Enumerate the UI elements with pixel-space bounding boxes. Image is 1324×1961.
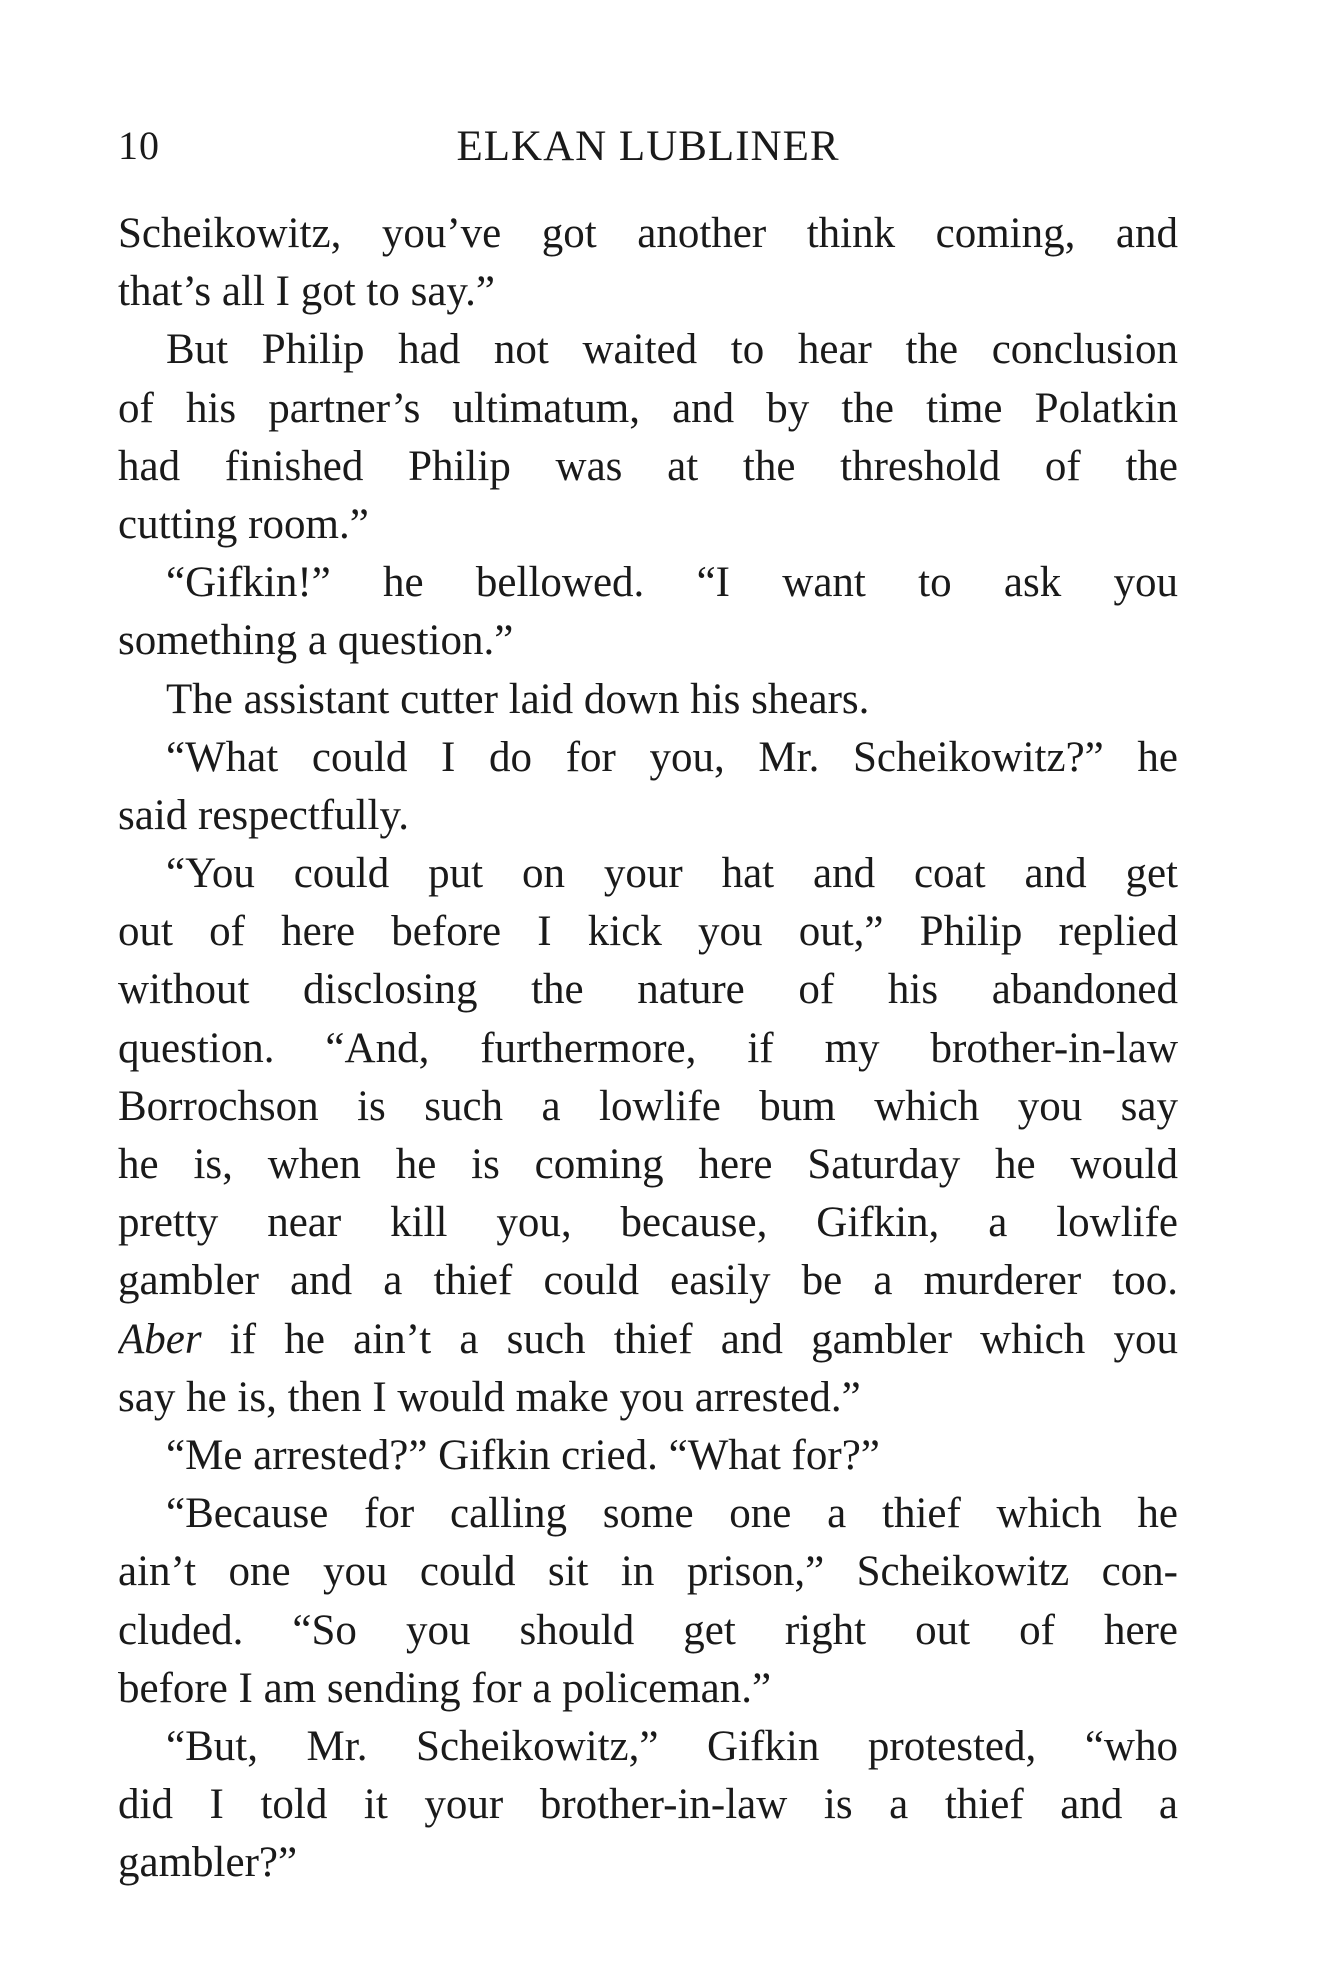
line-text: “Me arrested?” Gifkin cried. “What for?” — [166, 1431, 880, 1479]
text-line — [118, 1252, 1178, 1310]
text-line — [118, 1078, 1178, 1136]
line-text: without disclosing the nature of his abandoned — [118, 966, 1178, 1014]
text-line — [118, 1485, 1178, 1543]
text-line — [118, 1834, 1178, 1892]
line-text: cluded. “So you should get right out of here — [118, 1606, 1178, 1654]
text-line — [118, 903, 1178, 961]
text-line — [118, 380, 1178, 438]
line-text: “Gifkin!” he bellowed. “I want to ask you — [166, 559, 1178, 607]
text-line — [118, 961, 1178, 1019]
line-text: gambler?” — [118, 1839, 298, 1887]
line-text: question. “And, furthermore, if my brother-in-law — [118, 1024, 1178, 1072]
line-text: something a question.” — [118, 617, 514, 665]
line-text: that’s all I got to say.” — [118, 268, 495, 316]
line-text: gambler and a thief could easily be a murderer too. — [118, 1257, 1178, 1305]
line-text: say he is, then I would make you arrested.” — [118, 1373, 861, 1421]
running-head — [118, 122, 1178, 182]
line-text: “But, Mr. Scheikowitz,” Gifkin protested, “who — [166, 1722, 1178, 1770]
text-line — [118, 1369, 1178, 1427]
text-line — [118, 263, 1178, 321]
line-text: pretty near kill you, because, Gifkin, a lowlife — [118, 1199, 1178, 1247]
line-text: The assistant cutter laid down his shears. — [166, 675, 870, 723]
text-line — [118, 612, 1178, 670]
text-line — [118, 1020, 1178, 1078]
text-line — [118, 1718, 1178, 1776]
text-line — [118, 1776, 1178, 1834]
line-text: had finished Philip was at the threshold of the — [118, 442, 1178, 490]
text-line — [118, 729, 1178, 787]
running-title: ELKAN LUBLINER — [456, 123, 840, 170]
text-line — [118, 671, 1178, 729]
text-line — [118, 1136, 1178, 1194]
line-text: of his partner’s ultimatum, and by the time Polatkin — [118, 384, 1178, 432]
page-number: 10 — [118, 123, 160, 168]
text-line — [118, 1194, 1178, 1252]
text-line — [118, 496, 1178, 554]
text-line — [118, 321, 1178, 379]
line-text: he is, when he is coming here Saturday he would — [118, 1141, 1178, 1188]
line-text: cutting room.” — [118, 500, 369, 548]
line-text: Scheikowitz, you’ve got another think coming, and — [118, 210, 1178, 257]
line-text: ain’t one you could sit in prison,” Scheikowitz con- — [118, 1548, 1178, 1596]
text-line — [118, 845, 1178, 903]
text-line — [118, 1311, 1178, 1369]
text-line — [118, 205, 1178, 263]
line-text: But Philip had not waited to hear the conclusion — [166, 326, 1178, 374]
line-text: did I told it your brother-in-law is a thief and a — [118, 1781, 1178, 1829]
body-text — [118, 205, 1178, 1892]
italic-word: Aber — [118, 1315, 202, 1363]
text-line — [118, 1427, 1178, 1485]
line-text: “Because for calling some one a thief which he — [166, 1490, 1178, 1538]
line-text: “What could I do for you, Mr. Scheikowitz?” he — [166, 733, 1178, 781]
line-text: if he ain’t a such thief and gambler which you — [201, 1315, 1178, 1363]
line-text: “You could put on your hat and coat and get — [166, 850, 1178, 898]
text-line — [118, 787, 1178, 845]
line-text: before I am sending for a policeman.” — [118, 1664, 772, 1712]
text-line — [118, 1543, 1178, 1601]
text-line — [118, 1602, 1178, 1660]
line-text: out of here before I kick you out,” Philip replied — [118, 908, 1178, 956]
text-line — [118, 554, 1178, 612]
text-line — [118, 1660, 1178, 1718]
line-text: Borrochson is such a lowlife bum which you say — [118, 1082, 1178, 1130]
line-text: said respectfully. — [118, 791, 409, 839]
text-line — [118, 438, 1178, 496]
